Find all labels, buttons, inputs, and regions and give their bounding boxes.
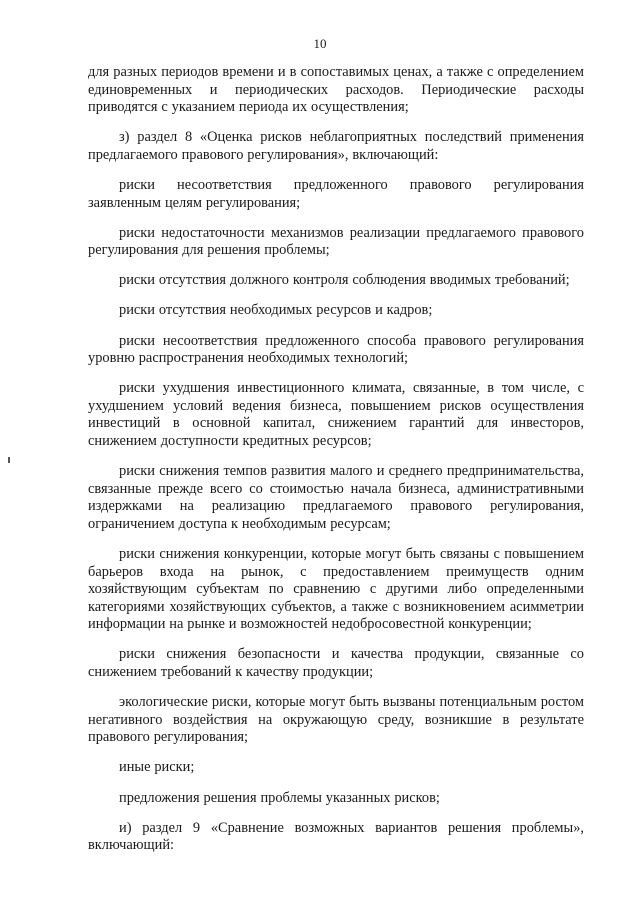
- paragraph-risk-item: риски несоответствия предложенного правового регулирования заявленным целям регулирования;: [88, 176, 584, 211]
- margin-mark: [8, 457, 10, 463]
- paragraph-risk-item: риски недостаточности механизмов реализации предлагаемого правового регулирования для решения проблемы;: [88, 224, 584, 259]
- paragraph-risk-item: риски отсутствия необходимых ресурсов и кадров;: [119, 302, 433, 319]
- paragraph-risk-item: иные риски;: [119, 759, 195, 776]
- document-body: [88, 64, 584, 867]
- paragraph-risk-item: риски снижения конкуренции, которые могут быть связаны с повышением барьеров входа на рынок, с предоставлением преимуществ одним хозяйствующим субъектам по сравнению с другими либо определенными категориями хозяйствующих субъектов, а также с возникновением асимметрии информации на рынке и возможностей недобросовестной конкуренции;: [88, 545, 584, 633]
- paragraph-section-8: з) раздел 8 «Оценка рисков неблагоприятных последствий применения предлагаемого правового регулирования», включающий:: [88, 129, 584, 163]
- paragraph-risk-item: предложения решения проблемы указанных рисков;: [119, 789, 440, 806]
- paragraph-risk-item: риски снижения безопасности и качества продукции, связанные со снижением требований к качеству продукции;: [88, 646, 584, 681]
- paragraph-continuation: для разных периодов времени и в сопоставимых ценах, а также с определением единовременных и периодических расходов. Периодические расходы приводятся с указанием периода их осуществления;: [88, 64, 584, 116]
- paragraph-risk-item: риски ухудшения инвестиционного климата, связанные, в том числе, с ухудшением условий ведения бизнеса, повышением рисков осуществления инвестиций в основной капитал, снижением гарантий для инвесторов, снижением доступности кредитных ресурсов;: [88, 380, 584, 449]
- paragraph-risk-item: экологические риски, которые могут быть вызваны потенциальным ростом негативного воздействия на окружающую среду, возникшие в результате правового регулирования;: [88, 694, 584, 746]
- paragraph-risk-item: риски снижения темпов развития малого и среднего предпринимательства, связанные прежде всего со стоимостью начала бизнеса, административными издержками на реализацию предлагаемого правового регулирования, ограничением доступа к необходимым ресурсам;: [88, 463, 584, 532]
- paragraph-risk-item: риски отсутствия должного контроля соблюдения вводимых требований;: [119, 272, 570, 289]
- paragraph-section-9: и) раздел 9 «Сравнение возможных вариантов решения проблемы», включающий:: [88, 819, 584, 854]
- page-number: 10: [313, 36, 327, 51]
- paragraph-risk-item: риски несоответствия предложенного способа правового регулирования уровню распространения необходимых технологий;: [88, 332, 584, 367]
